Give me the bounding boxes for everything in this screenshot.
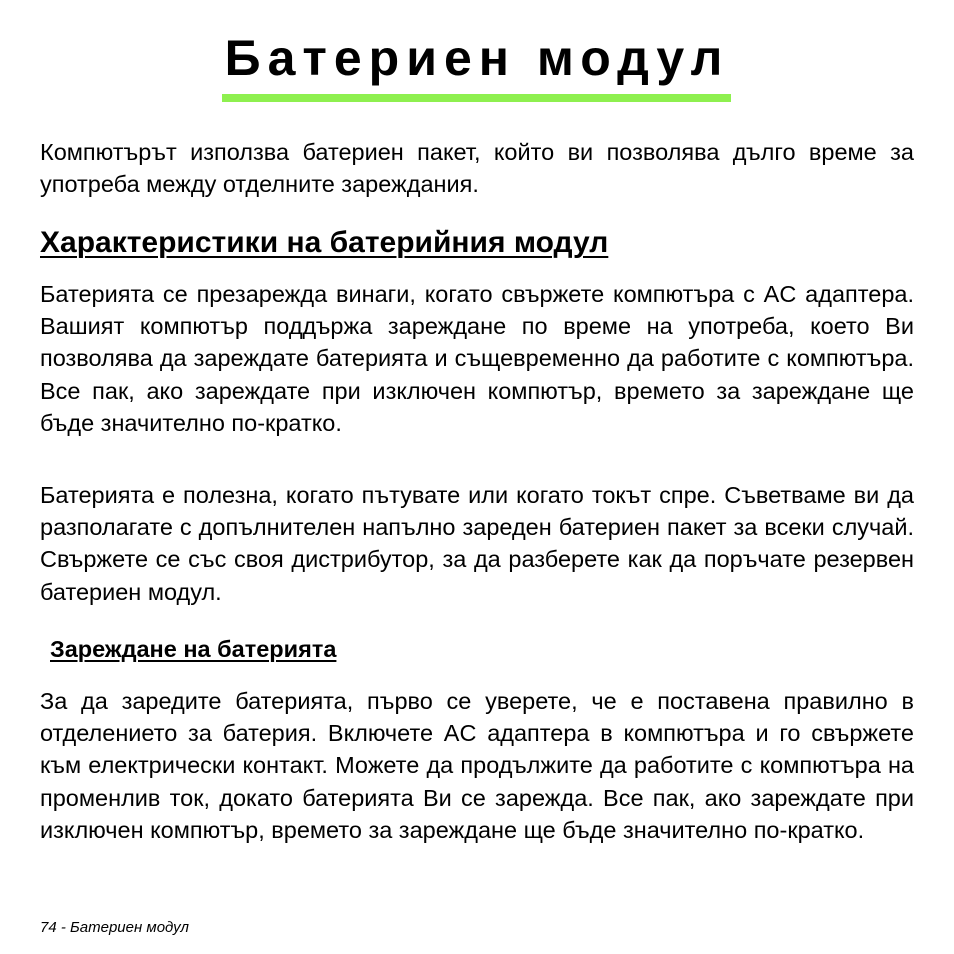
characteristics-paragraph-2: Батерията е полезна, когато пътувате или когато токът спре. Съветваме ви да разполагате с допълнителен напълно зареден батериен пакет за всеки случай. Свържете се със своя дистрибутор, за да разберете как да поръчате резервен батериен модул. bbox=[40, 482, 914, 605]
page-footer: 74 - Батериен модул bbox=[40, 919, 189, 936]
characteristics-paragraph-1: Батерията се презарежда винаги, когато свържете компютъра с AC адаптера. Вашият компютър поддържа зареждане по време на употреба, което Ви позволява да зареждате батерията и същевременно да работите с компютъра. Все пак, ако зареждате при изключен компютър, времето за зареждане ще бъде значително по-кратко. bbox=[40, 281, 914, 436]
page-title: Батериен модул bbox=[224, 30, 730, 86]
section-heading-characteristics: Характеристики на батерийния модул bbox=[40, 226, 609, 259]
intro-paragraph: Компютърът използва батериен пакет, който ви позволява дълго време за употреба между отделните зареждания. bbox=[40, 139, 914, 198]
charging-paragraph: За да заредите батерията, първо се уверете, че е поставена правилно в отделението за батерия. Включете AC адаптера в компютъра и го свържете към електрически контакт. Можете да продължите да работите с компютъра на променлив ток, докато батерията Ви се зарежда. Все пак, ако зареждате при изключен компютър, времето за зареждане ще бъде значително по-кратко. bbox=[40, 688, 914, 843]
subsection-heading-charging: Зареждане на батерията bbox=[50, 636, 337, 662]
title-accent-rule bbox=[222, 94, 731, 102]
